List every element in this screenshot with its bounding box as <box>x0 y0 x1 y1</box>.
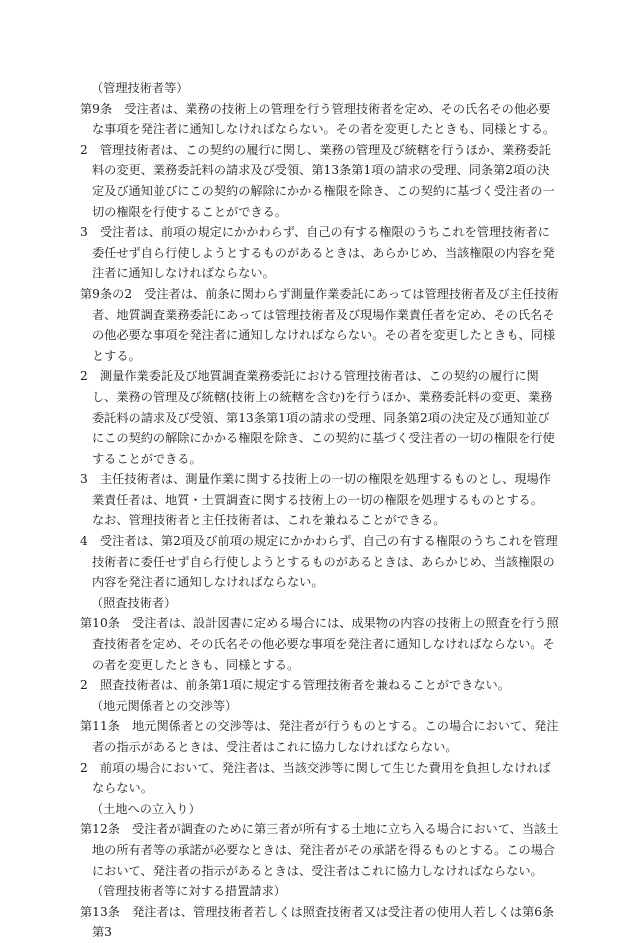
clause-paragraph: 3 受注者は、前項の規定にかかわらず、自己の有する権限のうちこれを管理技術者に委任せず自ら行使しようとするものがあるときは、あらかじめ、当該権限の内容を発注者に通知しなければならない。 <box>80 225 555 281</box>
article-paragraph: 第10条 受注者は、設計図書に定める場合には、成果物の内容の技術上の照査を行う照査技術者を定め、その氏名その他必要な事項を発注者に通知しなければならない。その者を変更したときも、同様とする。 <box>80 616 559 672</box>
note-paragraph: なお、管理技術者と主任技術者は、これを兼ねることができる。 <box>92 513 446 528</box>
section-heading: （照査技術者） <box>91 595 177 610</box>
article-paragraph: 第9条の2 受注者は、前条に関わらず測量作業委託にあっては管理技術者及び主任技術者、地質調査業務委託にあっては管理技術者及び現場作業責任者を定め、その氏名その他必要な事項を発注者に通知しなければならない。その者を変更したときも、同様とする。 <box>80 286 559 363</box>
clause-paragraph: 2 測量作業委託及び地質調査業務委託における管理技術者は、この契約の履行に関し、業務の管理及び統轄(技術上の統轄を含む)を行うほか、業務委託料の変更、業務委託料の請求及び受領、第13条第1項の請求の受理、同条第2項の決定及び通知並びにこの契約の解除にかかる権限を除き、この契約に基づく受注者の一切の権限を行使することができる。 <box>80 369 555 466</box>
clause-paragraph: 2 前項の場合において、発注者は、当該交渉等に関して生じた費用を負担しなければならない。 <box>80 760 551 796</box>
article-paragraph: 第11条 地元関係者との交渉等は、発注者が行うものとする。この場合において、発注者の指示があるときは、受注者はこれに協力しなければならない。 <box>80 719 559 754</box>
article-paragraph: 第9条 受注者は、業務の技術上の管理を行う管理技術者を定め、その氏名その他必要な事項を発注者に通知しなければならない。その者を変更したときも、同様とする。 <box>80 101 556 137</box>
clause-paragraph: 2 照査技術者は、前条第1項に規定する管理技術者を兼ねることができない。 <box>80 678 510 693</box>
article-paragraph: 第12条 受注者が調査のために第三者が所有する土地に立ち入る場合において、当該土地の所有者等の承諾が必要なときは、発注者がその承諾を得るものとする。この場合において、発注者の指示があるときは、受注者はこれに協力しなければならない。 <box>80 822 559 878</box>
clause-paragraph: 4 受注者は、第2項及び前項の規定にかかわらず、自己の有する権限のうちこれを管理技術者に委任せず自ら行使しようとするものがあるときは、あらかじめ、当該権限の内容を発注者に通知しなければならない。 <box>80 534 558 590</box>
section-heading: （土地への立入り） <box>91 801 201 816</box>
clause-paragraph: 3 主任技術者は、測量作業に関する技術上の一切の権限を処理するものとし、現場作業責任者は、地質・土質調査に関する技術上の一切の権限を処理するものとする。 <box>80 472 551 507</box>
section-heading: （地元関係者との交渉等） <box>91 698 238 713</box>
section-heading: （管理技術者等に対する措置請求） <box>91 884 286 899</box>
clause-paragraph: 2 管理技術者は、この契約の履行に関し、業務の管理及び統轄を行うほか、業務委託料の変更、業務委託料の請求及び受領、第13条第1項の請求の受理、同条第2項の決定及び通知並びにこの契約の解除にかかる権限を除き、この契約に基づく受注者の一切の権限を行使することができる。 <box>80 142 555 219</box>
article-paragraph: 第13条 発注者は、管理技術者若しくは照査技術者又は受注者の使用人若しくは第6条第3 <box>80 904 555 940</box>
document-body <box>80 78 560 943</box>
section-heading: （管理技術者等） <box>91 81 189 95</box>
